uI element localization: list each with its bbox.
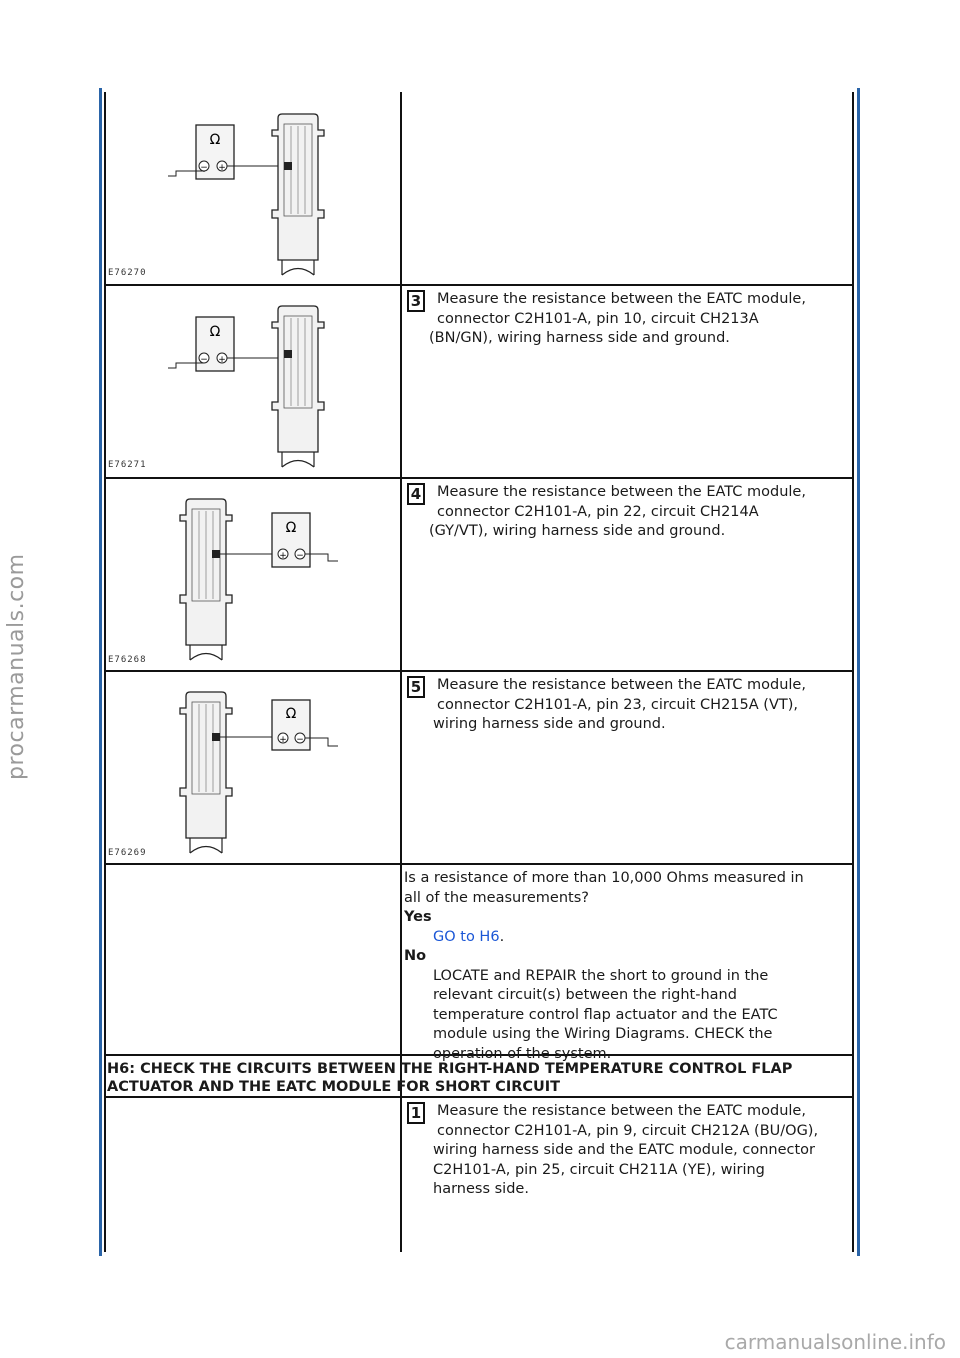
row-separator (104, 863, 854, 865)
step-text: Measure the resistance between the EATC module, connector C2H101-A, pin 9, circuit CH212A (BU/OG), wiring harness side and the EATC module, connector C2H101-A, pin 25, circuit CH211A (YE), wiring harness side. (433, 1103, 819, 1197)
question-text: Is a resistance of more than 10,000 Ohms measured in (404, 870, 804, 886)
answer-no-text: module using the Wiring Diagrams. CHECK the (433, 1026, 773, 1042)
step-number: 5 (407, 676, 425, 698)
probe-positive-label: + (218, 163, 226, 173)
row-separator (104, 284, 854, 286)
row-separator (104, 670, 854, 672)
answer-no-text: operation of the system. (433, 1045, 612, 1062)
answer-no-text: LOCATE and REPAIR the short to ground in the (433, 967, 769, 984)
step-4 (407, 483, 847, 553)
probe-negative-label: − (200, 163, 208, 173)
question-block (404, 869, 849, 1064)
answer-no-text: relevant circuit(s) between the right-hand (433, 987, 737, 1003)
page-border-left (99, 88, 102, 1256)
step-number: 4 (407, 483, 425, 505)
section-heading-h6: H6: CHECK THE CIRCUITS BETWEEN THE RIGHT-HAND TEMPERATURE CONTROL FLAP ACTUATOR AND THE EATC MODULE FOR SHORT CIRCUIT (107, 1061, 793, 1095)
figure-e76270 (106, 110, 400, 282)
side-watermark: procarmanuals.com (4, 553, 29, 780)
step-5 (407, 676, 847, 746)
figure-id: E76271 (108, 460, 147, 470)
figure-id: E76269 (108, 848, 147, 858)
go-to-h6-link[interactable]: GO to H6 (433, 928, 500, 945)
step-text: Measure the resistance between the EATC module, connector C2H101-A, pin 10, circuit CH213A (BN/GN), wiring harness side and ground. (429, 291, 806, 346)
step-3 (407, 290, 847, 360)
figure-id: E76270 (108, 268, 147, 278)
figure-e76269 (106, 688, 400, 860)
probe-negative-label: − (296, 551, 304, 561)
step-number: 1 (407, 1102, 425, 1124)
figure-id: E76268 (108, 655, 147, 665)
step-text: Measure the resistance between the EATC module, connector C2H101-A, pin 23, circuit CH215A (VT), wiring harness side and ground. (433, 677, 806, 732)
probe-positive-label: + (279, 735, 287, 745)
table-border-right (852, 92, 854, 1252)
wiring-diagram-meter-connector (106, 302, 400, 474)
probe-negative-label: − (200, 355, 208, 365)
figure-e76271 (106, 302, 400, 474)
h6-step-1 (407, 1102, 847, 1212)
ohm-symbol: Ω (285, 706, 297, 722)
wiring-diagram-connector-meter (106, 495, 400, 667)
ohm-symbol: Ω (285, 520, 297, 536)
ohm-symbol: Ω (209, 132, 221, 148)
probe-positive-label: + (218, 355, 226, 365)
step-number: 3 (407, 290, 425, 312)
step-text: Measure the resistance between the EATC module, connector C2H101-A, pin 22, circuit CH214A (GY/VT), wiring harness side and ground. (429, 484, 806, 539)
answer-yes-action: GO to H6. (433, 928, 505, 945)
answer-no-label: No (404, 948, 427, 964)
answer-no-text: temperature control flap actuator and the EATC (433, 1006, 778, 1023)
probe-positive-label: + (279, 551, 287, 561)
wiring-diagram-connector-meter (106, 688, 400, 860)
wiring-diagram-meter-connector (106, 110, 400, 282)
figure-e76268 (106, 495, 400, 667)
row-separator (104, 1096, 854, 1098)
answer-yes-label: Yes (404, 909, 432, 925)
page-border-right (857, 88, 860, 1256)
row-separator (104, 477, 854, 479)
footer-watermark: carmanualsonline.info (724, 1330, 946, 1354)
probe-negative-label: − (296, 735, 304, 745)
question-text: all of the measurements? (404, 889, 589, 906)
ohm-symbol: Ω (209, 324, 221, 340)
